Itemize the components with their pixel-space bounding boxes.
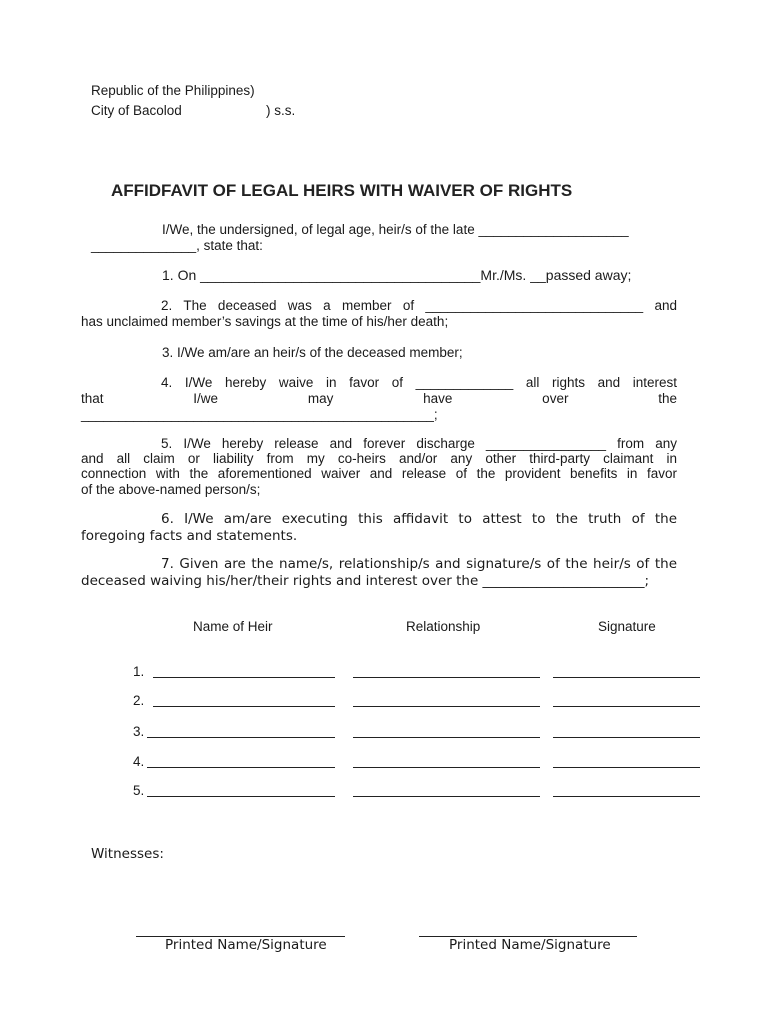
heir-relationship-line[interactable] bbox=[353, 677, 540, 678]
jurisdiction-ss: ) s.s. bbox=[266, 103, 296, 118]
heir-name-line[interactable] bbox=[147, 796, 335, 797]
jurisdiction-line-1: Republic of the Philippines) bbox=[91, 83, 255, 98]
heir-signature-line[interactable] bbox=[553, 706, 700, 707]
heir-name-line[interactable] bbox=[147, 767, 335, 768]
heir-relationship-line[interactable] bbox=[353, 706, 540, 707]
col-header-name-of-heir: Name of Heir bbox=[193, 619, 273, 634]
heir-relationship-line[interactable] bbox=[353, 737, 540, 738]
heir-relationship-line[interactable] bbox=[353, 767, 540, 768]
item-6-line-2: foregoing facts and statements. bbox=[81, 528, 298, 544]
heir-row-number: 1. bbox=[133, 664, 145, 679]
witnesses-label: Witnesses: bbox=[91, 846, 164, 862]
item-6-line-1 bbox=[81, 512, 677, 528]
heir-signature-line[interactable] bbox=[553, 677, 700, 678]
jurisdiction-city: City of Bacolod bbox=[91, 103, 182, 118]
intro-line-1: I/We, the undersigned, of legal age, heir/s of the late ____________________ bbox=[162, 222, 629, 237]
item-6-text: 6. I/We am/are executing this affidavit to attest to the truth of the bbox=[161, 511, 677, 527]
heir-relationship-line[interactable] bbox=[353, 796, 540, 797]
document-title: AFFIDFAVIT OF LEGAL HEIRS WITH WAIVER OF RIGHTS bbox=[111, 181, 573, 200]
col-header-relationship: Relationship bbox=[406, 619, 481, 634]
item-2-text: 2. The deceased was a member of _____________________________ and bbox=[161, 298, 677, 313]
heir-row-number: 3. bbox=[133, 724, 145, 739]
item-5-text: 5. I/We hereby release and forever discharge ________________ from any bbox=[161, 436, 677, 451]
item-3: 3. I/We am/are an heir/s of the deceased member; bbox=[162, 345, 463, 360]
item-4-line-3: _______________________________________________; bbox=[81, 407, 438, 422]
heir-name-line[interactable] bbox=[153, 706, 335, 707]
item-5-line-4: of the above-named person/s; bbox=[81, 482, 261, 497]
item-4-line-2: that I/we may have over the bbox=[81, 391, 677, 406]
item-5-line-2: and all claim or liability from my co-heirs and/or any other third-party claimant in bbox=[81, 451, 677, 466]
item-5-line-1 bbox=[81, 436, 677, 452]
item-4-line-1 bbox=[81, 375, 677, 391]
item-7-line-1 bbox=[81, 557, 677, 573]
item-1: 1. On ____________________________________Mr./Ms. __passed away; bbox=[162, 267, 632, 283]
heir-name-line[interactable] bbox=[147, 737, 335, 738]
col-header-signature: Signature bbox=[598, 619, 656, 634]
item-7-line-2: deceased waiving his/her/their rights and interest over the ________________________; bbox=[81, 573, 650, 589]
heir-row-number: 4. bbox=[133, 754, 145, 769]
witness-1-caption: Printed Name/Signature bbox=[165, 937, 327, 953]
heir-signature-line[interactable] bbox=[553, 737, 700, 738]
heir-row-number: 2. bbox=[133, 693, 145, 708]
item-2-line-2: has unclaimed member’s savings at the time of his/her death; bbox=[81, 314, 449, 329]
heir-signature-line[interactable] bbox=[553, 767, 700, 768]
witness-2-caption: Printed Name/Signature bbox=[449, 937, 611, 953]
intro-line-2: ______________, state that: bbox=[91, 238, 263, 253]
item-4-text: 4. I/We hereby waive in favor of _____________ all rights and interest bbox=[161, 375, 677, 390]
item-2-line-1 bbox=[81, 298, 677, 314]
item-7-text: 7. Given are the name/s, relationship/s and signature/s of the heir/s of the bbox=[161, 556, 677, 572]
heir-row-number: 5. bbox=[133, 783, 145, 798]
heir-signature-line[interactable] bbox=[553, 796, 700, 797]
heir-name-line[interactable] bbox=[153, 677, 335, 678]
item-5-line-3: connection with the aforementioned waiver and release of the provident benefits in favor bbox=[81, 466, 677, 481]
